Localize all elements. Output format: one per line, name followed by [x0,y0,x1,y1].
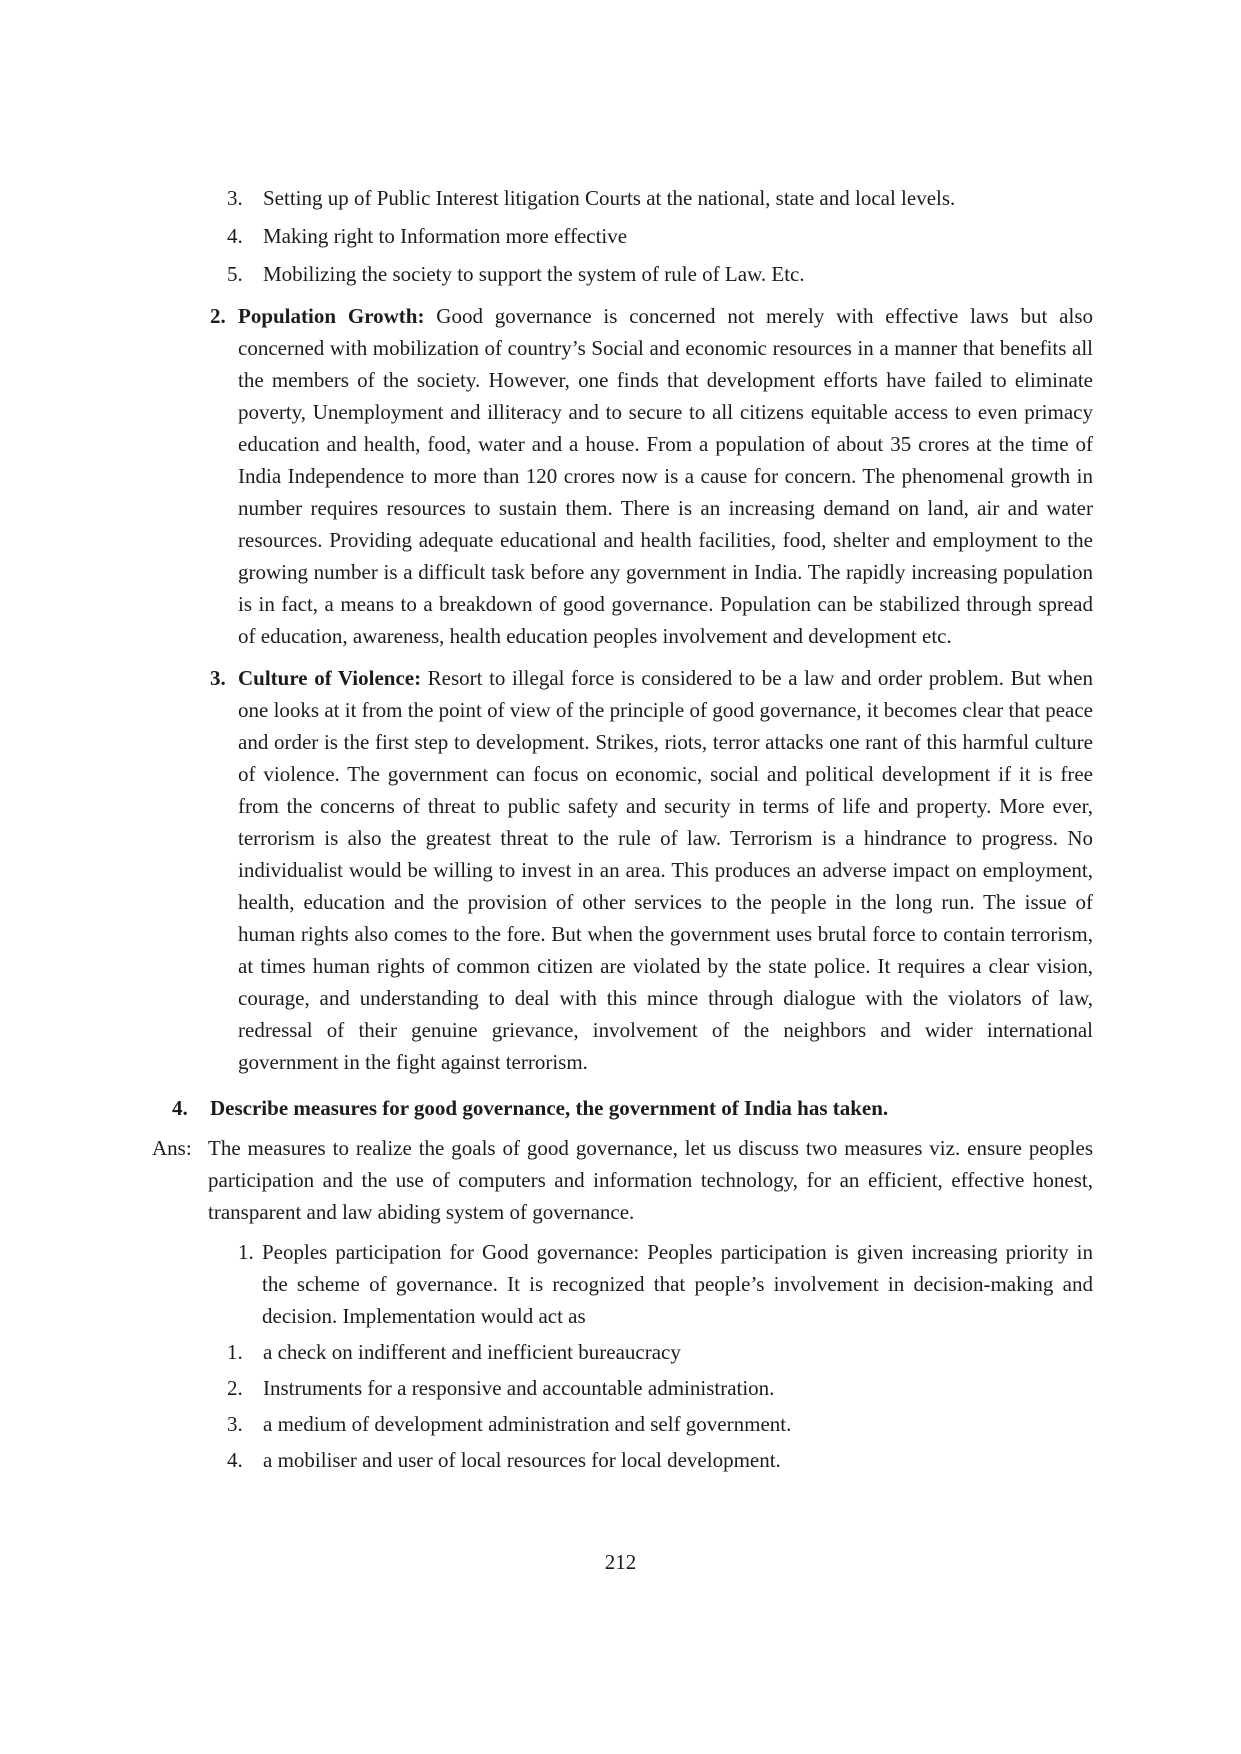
paragraph-number: 3. [210,666,226,690]
sub-item-text: Peoples participation for Good governance: Peoples participation is given increasing priority in the scheme of governance. It is recognized that people’s involvement in decision-making and decision. Implementation would act as [262,1240,1093,1328]
list-item-text: Making right to Information more effective [263,224,628,248]
list-item [227,258,1093,290]
numbered-paragraph-population-growth [210,300,1093,652]
list-item-text: a mobiliser and user of local resources for local development. [263,1448,781,1472]
list-item-number: 3. [227,1412,243,1436]
answer-block [152,1132,1093,1480]
answer-inner-list [208,1336,1093,1476]
answer-sub-item [238,1236,1093,1332]
paragraph-body [238,300,1093,652]
numbered-paragraph-culture-of-violence [210,662,1093,1078]
list-item-text: a medium of development administration and self government. [263,1412,792,1436]
paragraph-text: Resort to illegal force is considered to be a law and order problem. But when one looks at it from the point of view of the principle of good governance, it becomes clear that peace and order is the first step to development. Strikes, riots, terror attacks one rant of this harmful culture of violence. The government can focus on economic, social and political development if it is free from the concerns of threat to public safety and security in terms of life and property. More ever, terrorism is also the greatest threat to the rule of law. Terrorism is a hindrance to progress. No individualist would be willing to invest in an area. This produces an adverse impact on employment, health, education and the provision of other services to the people in the long run. The issue of human rights also comes to the fore. But when the government uses brutal force to contain terrorism, at times human rights of common citizen are violated by the state police. It requires a clear vision, courage, and understanding to deal with this mince through dialogue with the violators of law, redressal of their genuine grievance, involvement of the neighbors and wider international government in the fight against terrorism. [238,666,1094,1074]
sub-item-number: 1. [238,1240,254,1264]
list-item [227,1444,1093,1476]
list-item [227,220,1093,252]
paragraph-number: 2. [210,304,226,328]
answer-body [208,1132,1093,1480]
list-item-text: Mobilizing the society to support the system of rule of Law. Etc. [263,262,805,286]
list-item-number: 1. [227,1340,243,1364]
question-item [172,1092,1093,1124]
list-item-number: 4. [227,224,243,248]
list-item-number: 4. [227,1448,243,1472]
paragraph-body [238,662,1093,1078]
paragraph-heading: Culture of Violence: [238,666,422,690]
list-item-text: Instruments for a responsive and accountable administration. [263,1376,775,1400]
paragraph-text: Good governance is concerned not merely with effective laws but also concerned with mobilization of country’s Social and economic resources in a manner that benefits all the members of the society. However, one finds that development efforts have failed to eliminate poverty, Unemployment and illiteracy and to secure to all citizens equitable access to even primacy education and health, food, water and a house. From a population of about 35 crores at the time of India Independence to more than 120 crores now is a cause for concern. The phenomenal growth in number requires resources to sustain them. There is an increasing demand on land, air and water resources. Providing adequate educational and health facilities, food, shelter and employment to the growing number is a difficult task before any government in India. The rapidly increasing population is in fact, a means to a breakdown of good governance. Population can be stabilized through spread of education, awareness, health education peoples involvement and development etc. [238,304,1093,648]
list-item-number: 5. [227,262,243,286]
list-item-number: 3. [227,186,243,210]
top-numbered-list [0,182,1241,290]
list-item-number: 2. [227,1376,243,1400]
question-text: Describe measures for good governance, the government of India has taken. [210,1096,889,1120]
list-item [227,1408,1093,1440]
question-number: 4. [172,1096,188,1120]
list-item [227,1372,1093,1404]
list-item [227,1336,1093,1368]
list-item-text: Setting up of Public Interest litigation Courts at the national, state and local levels. [263,186,956,210]
list-item [227,182,1093,214]
paragraph-heading: Population Growth: [238,304,425,328]
page-number: 212 [604,1550,637,1574]
answer-text: The measures to realize the goals of good governance, let us discuss two measures viz. ensure peoples participation and the use of computers and information technology, for an efficient, effective honest, transparent and law abiding system of governance. [208,1136,1093,1224]
list-item-text: a check on indifferent and inefficient bureaucracy [263,1340,681,1364]
answer-label: Ans: [152,1136,192,1160]
